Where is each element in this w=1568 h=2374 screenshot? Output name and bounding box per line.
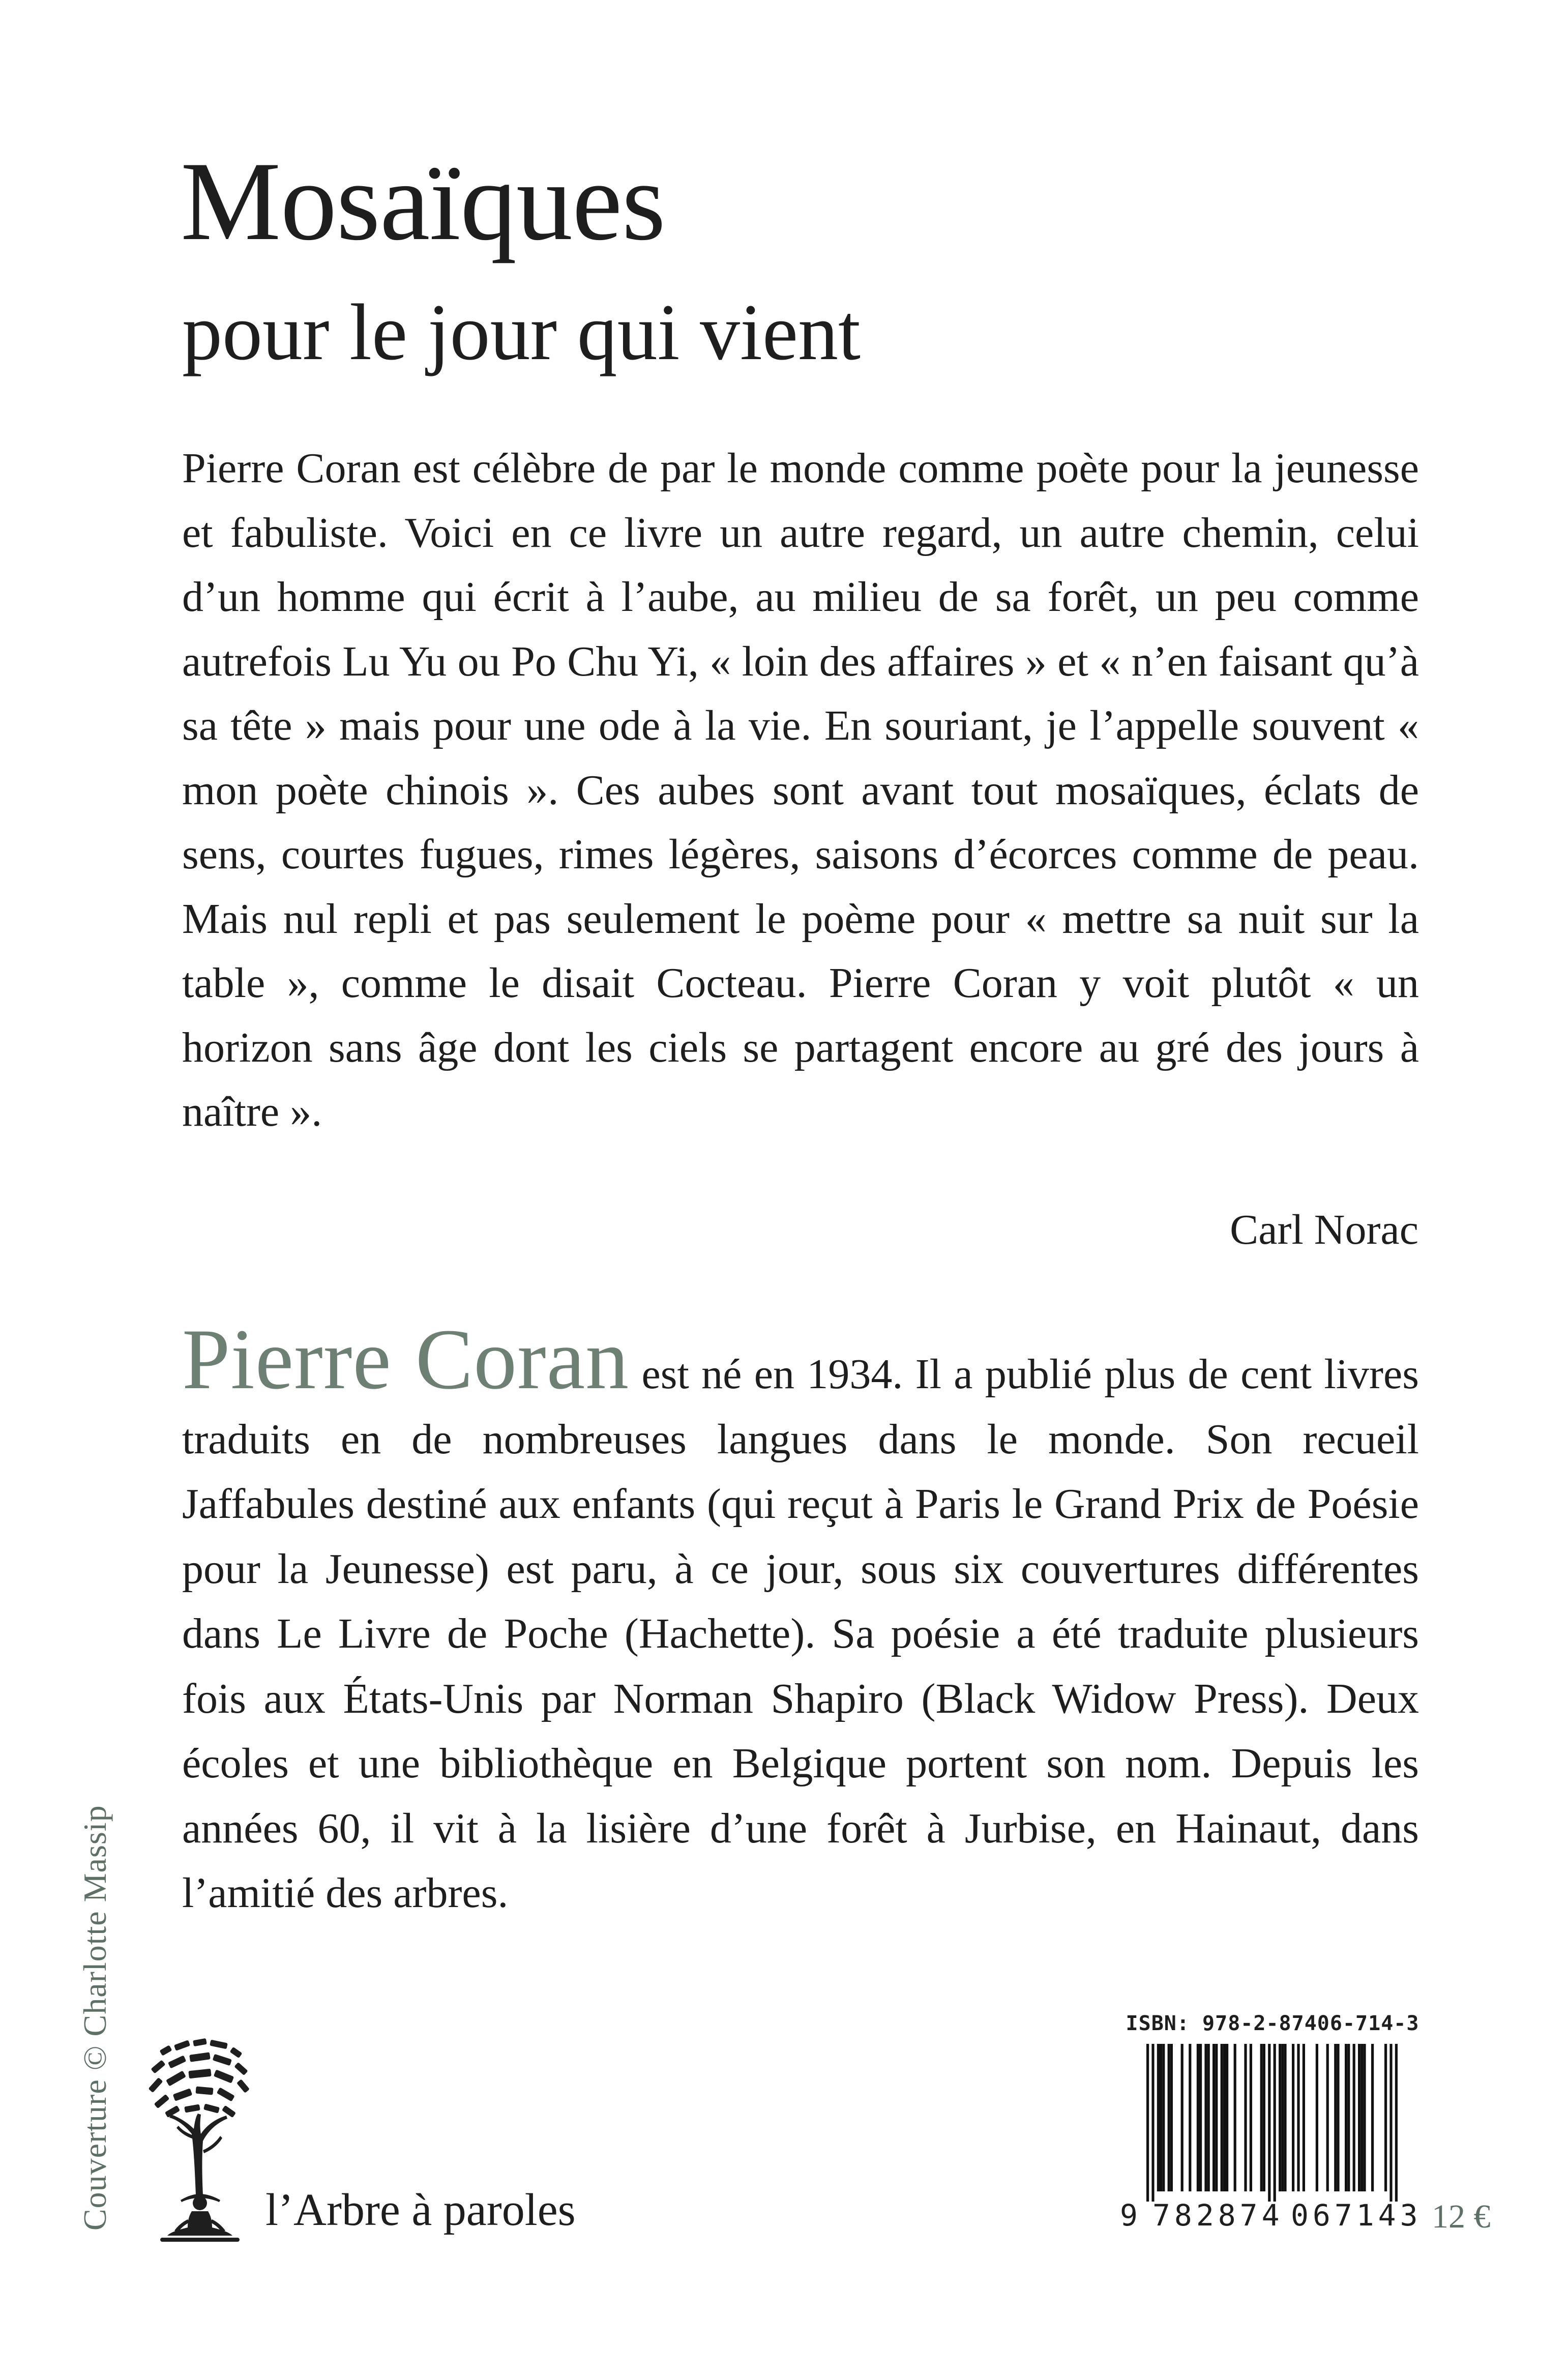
barcode-bar <box>1223 2044 1226 2191</box>
barcode-guard-bar <box>1146 2044 1149 2202</box>
cover-credit: Couverture © Charlotte Massip <box>77 1805 113 2231</box>
barcode-guard-bar <box>1151 2044 1154 2202</box>
barcode-bar <box>1181 2044 1184 2191</box>
barcode-bar <box>1234 2044 1236 2191</box>
barcode-bar <box>1347 2044 1350 2191</box>
barcode-bar <box>1292 2044 1294 2191</box>
barcode-bar <box>1334 2044 1337 2191</box>
barcode-bar <box>1358 2044 1360 2191</box>
barcode-bar <box>1221 2044 1223 2191</box>
author-bio <box>182 1311 1419 1926</box>
barcode-bar <box>1326 2044 1329 2191</box>
barcode-bar <box>1337 2044 1339 2191</box>
barcode-icon <box>1120 2044 1425 2202</box>
barcode-bar <box>1363 2044 1366 2191</box>
barcode-guard-bar <box>1389 2044 1392 2202</box>
barcode-bar <box>1162 2044 1165 2191</box>
barcode-bar <box>1345 2044 1347 2191</box>
barcode-bar <box>1189 2044 1191 2191</box>
intro-paragraph: Pierre Coran est célèbre de par le monde comme poète pour la jeunesse et fabuliste. Voici en ce livre un autre regard, un autre chemin, celui d’un homme qui écrit à l’aube, au milieu de sa forêt, un peu comme autrefois Lu Yu ou Po Chu Yi, « loin des affaires » et « n’en faisant qu’à sa tête » mais pour une ode à la vie. En souriant, je l’appelle souvent « mon poète chinois ». Ces aubes sont avant tout mosaïques, éclats de sens, courtes fugues, rimes légères, saisons d’écorces comme de peau. Mais nul repli et pas seulement le poème pour « mettre sa nuit sur la table », comme le disait Cocteau. Pierre Coran y voit plutôt « un horizon sans âge dont les ciels se partagent encore au gré des jours à naître ». <box>182 445 1419 1135</box>
isbn-label: ISBN: 978-2-87406-714-3 <box>1126 2012 1419 2035</box>
publisher-name: l’Arbre à paroles <box>265 2185 576 2235</box>
barcode-guard-bar <box>1274 2044 1276 2202</box>
barcode-bar <box>1353 2044 1355 2191</box>
barcode-bar <box>1371 2044 1374 2191</box>
barcode-bar <box>1199 2044 1202 2191</box>
barcode-bar <box>1226 2044 1228 2191</box>
barcode-bar <box>1303 2044 1305 2191</box>
barcode-bar <box>1279 2044 1281 2191</box>
barcode-bar <box>1384 2044 1387 2191</box>
barcode-bar <box>1170 2044 1173 2191</box>
book-subtitle: pour le jour qui vient <box>182 288 861 377</box>
author-bio-text: est né en 1934. Il a publié plus de cent livres traduits en de nombreuses langues dans le monde. Son recueil Jaffabules destiné aux enfants (qui reçut à Paris le Grand Prix de Poésie pour la Jeunesse) est paru, à ce jour, sous six couvertures différentes dans Le Livre de Poche (Hachette). Sa poésie a été traduite plusieurs fois aux États-Unis par Norman Shapiro (Black Widow Press). Deux écoles et une bibliothèque en Belgique portent son nom. Depuis les années 60, il vit à la lisière d’une forêt à Jurbise, en Hainaut, dans l’amitié des arbres. <box>182 1351 1419 1917</box>
barcode-bar <box>1263 2044 1265 2191</box>
barcode-guard-bar <box>1268 2044 1270 2202</box>
barcode-guard-bar <box>1395 2044 1398 2202</box>
price: 12 € <box>1432 2198 1491 2235</box>
barcode-bar <box>1250 2044 1252 2191</box>
barcode-bar <box>1360 2044 1363 2191</box>
barcode-bar <box>1204 2044 1207 2191</box>
barcode-bar <box>1157 2044 1160 2191</box>
isbn-barcode <box>1120 2009 1425 2246</box>
book-title: Mosaïques <box>181 139 665 264</box>
barcode-bar <box>1260 2044 1263 2191</box>
barcode-bar <box>1212 2044 1215 2191</box>
barcode-bar <box>1297 2044 1299 2191</box>
barcode-bar <box>1160 2044 1162 2191</box>
ean-first-digit: 9 <box>1120 2198 1138 2233</box>
barcode-bar <box>1284 2044 1286 2191</box>
author-name: Pierre Coran <box>182 1311 630 1407</box>
barcode-bar <box>1215 2044 1218 2191</box>
barcode-bar <box>1244 2044 1247 2191</box>
barcode-bar <box>1316 2044 1318 2191</box>
ean-left-group: 782874 <box>1152 2198 1284 2233</box>
barcode-bar <box>1281 2044 1284 2191</box>
barcode-bar <box>1197 2044 1199 2191</box>
ean-right-group: 067143 <box>1291 2198 1422 2233</box>
intro-signature: Carl Norac <box>1230 1206 1418 1253</box>
tree-of-words-with-meditating-figure-icon <box>145 2032 254 2246</box>
barcode-bar <box>1168 2044 1170 2191</box>
barcode-bar <box>1207 2044 1210 2191</box>
